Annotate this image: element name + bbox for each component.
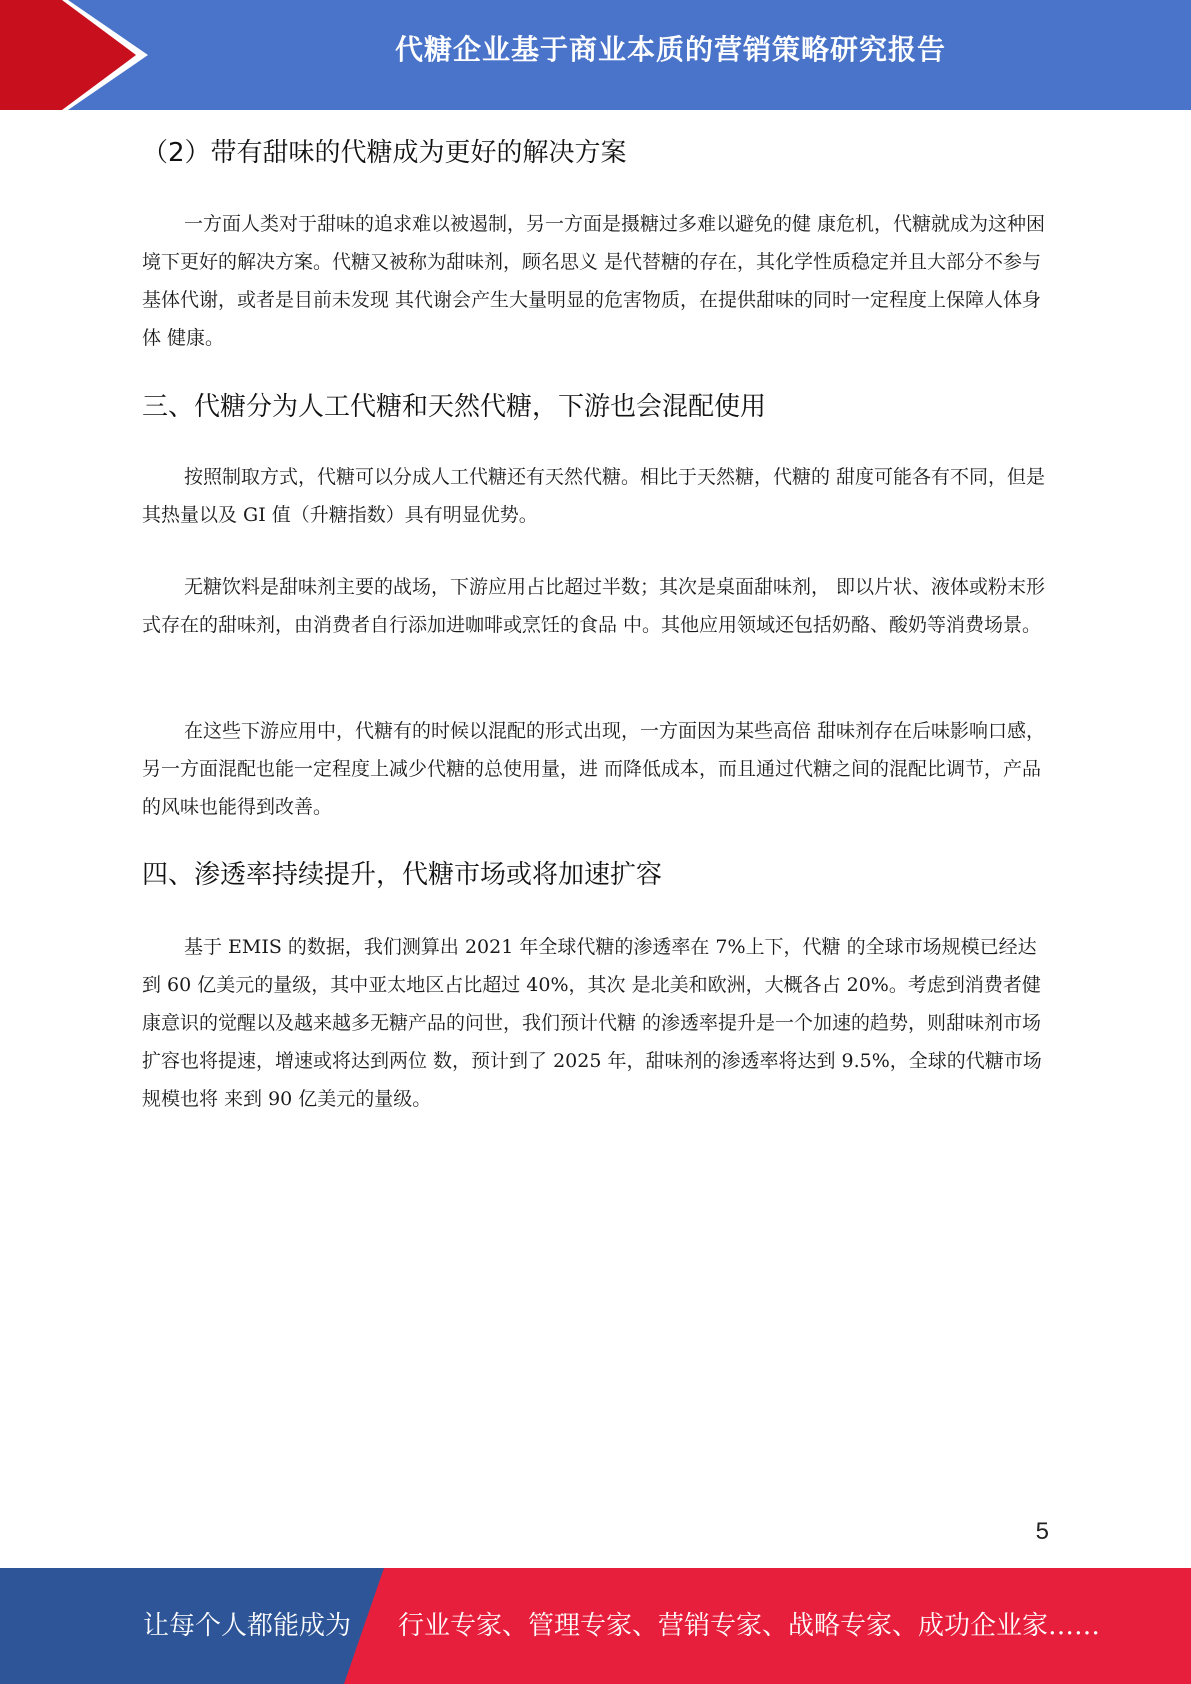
- section-heading: 四、渗透率持续提升，代糖市场或将加速扩容: [142, 860, 663, 890]
- section-heading: 三、代糖分为人工代糖和天然代糖，下游也会混配使用: [142, 392, 767, 422]
- footer-slogan-right: 行业专家、管理专家、营销专家、战略专家、成功企业家……: [398, 1611, 1101, 1641]
- paragraph: 基于 EMIS 的数据，我们测算出 2021 年全球代糖的渗透率在 7%上下，代糖 的全球市场规模已经达到 60 亿美元的量级，其中亚太地区占比超过 40%，其次 是北美和欧洲，大概各占 20%。考虑到消费者健康意识的觉醒以及越来越多无糖产品的问世，我们预计代糖 的渗透率提升是一个加速的趋势，则甜味剂市场扩容也将提速，增速或将达到两位 数，预计到了 2025 年，甜味剂的渗透率将达到 9.5%，全球的代糖市场规模也将 来到 90 亿美元的量级。: [142, 936, 1042, 1110]
- paragraph: 无糖饮料是甜味剂主要的战场，下游应用占比超过半数；其次是桌面甜味剂， 即以片状、液体或粉末形式存在的甜味剂，由消费者自行添加进咖啡或烹饪的食品 中。其他应用领域还包括奶酪、酸奶等消费场景。: [142, 576, 1046, 636]
- page-number: 5: [1035, 1518, 1049, 1545]
- footer-slogan-left: 让每个人都能成为: [143, 1611, 352, 1641]
- header-bar: [0, 0, 1191, 110]
- footer-bar: [0, 1568, 1191, 1684]
- paragraph: 在这些下游应用中，代糖有的时候以混配的形式出现，一方面因为某些高倍 甜味剂存在后味影响口感，另一方面混配也能一定程度上减少代糖的总使用量，进 而降低成本，而且通过代糖之间的混配比调节，产品的风味也能得到改善。: [142, 720, 1046, 818]
- header-chevron-decoration: [0, 0, 160, 110]
- paragraph: 按照制取方式，代糖可以分成人工代糖还有天然代糖。相比于天然糖，代糖的 甜度可能各有不同，但是其热量以及 GI 值（升糖指数）具有明显优势。: [142, 466, 1046, 526]
- section-heading: （2）带有甜味的代糖成为更好的解决方案: [142, 138, 627, 168]
- header-title: 代糖企业基于商业本质的营销策略研究报告: [394, 33, 946, 66]
- paragraph: 一方面人类对于甜味的追求难以被遏制，另一方面是摄糖过多难以避免的健 康危机，代糖就成为这种困境下更好的解决方案。代糖又被称为甜味剂，顾名思义 是代替糖的存在，其化学性质稳定并且大部分不参与基体代谢，或者是目前未发现 其代谢会产生大量明显的危害物质，在提供甜味的同时一定程度上保障人体身体 健康。: [142, 213, 1046, 349]
